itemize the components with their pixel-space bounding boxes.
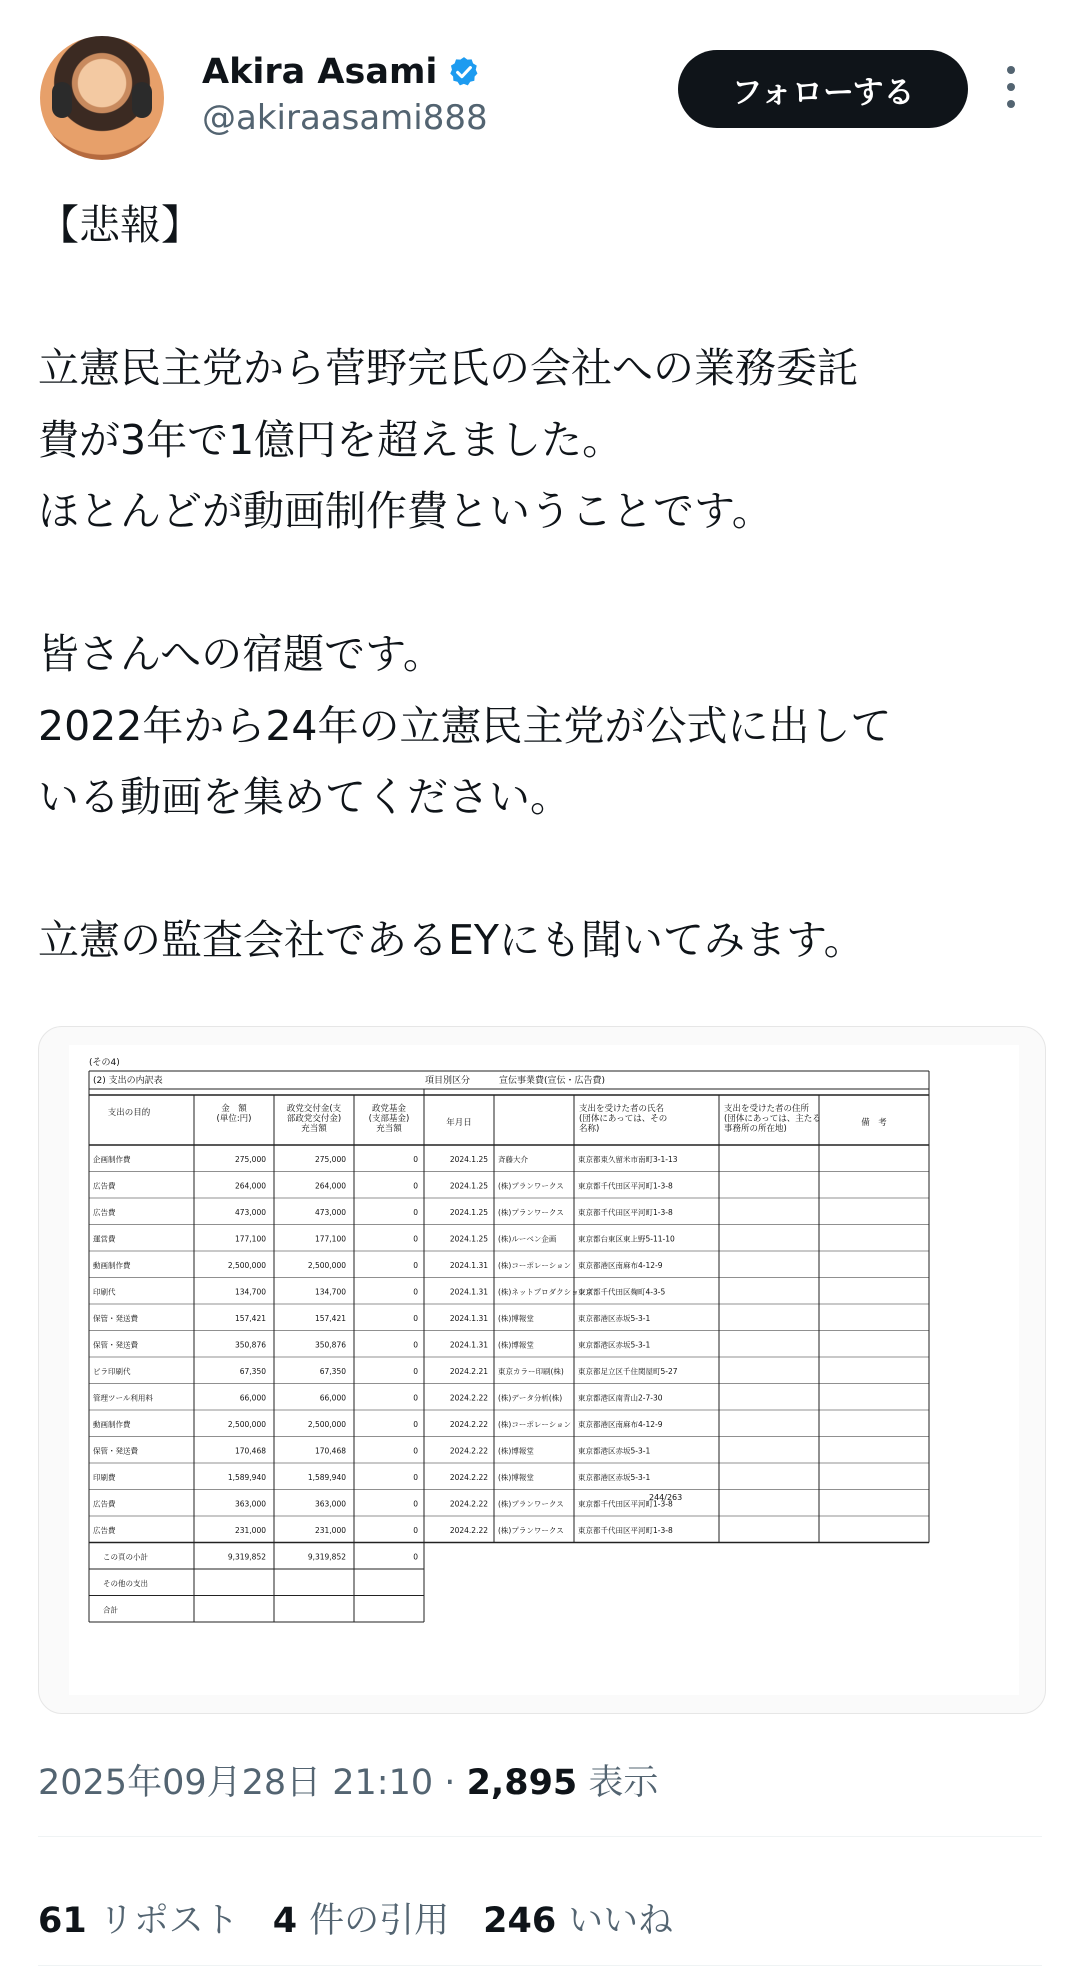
row-payee-name: (株)ネットプロダクションズ: [498, 1287, 594, 1297]
tweet-text: 【悲報】 立憲民主党から菅野完氏の会社への業務委託 費が3年で1億円を超えました。 ほとんどが動画制作費ということです。 皆さんへの宿題です。 2022年から24年の立憲民主党が公式に出して いる動画を集めてください。 立憲の監査会社であるEYにも聞いてみます。: [38, 201, 892, 964]
row-date: 2024.1.25: [449, 1208, 488, 1217]
header-fund: (支部基金): [368, 1114, 410, 1124]
header-note: 備 考: [861, 1118, 887, 1128]
row-payee-name: 斉藤大介: [498, 1155, 528, 1164]
follow-button[interactable]: フォローする: [678, 50, 968, 128]
row-payee-address: 東京都千代田区平河町1-3-8: [578, 1181, 673, 1191]
row-date: 2024.2.22: [449, 1393, 488, 1403]
row-amount: 66,000: [239, 1393, 266, 1403]
header-payee-name: (団体にあっては、その: [579, 1114, 668, 1124]
row-purpose: 運営費: [93, 1234, 116, 1244]
row-purpose: 広告費: [93, 1526, 116, 1535]
row-payee-address: 東京都港区赤坂5-3-1: [578, 1314, 651, 1323]
row-date: 2024.2.22: [449, 1499, 488, 1509]
row-payee-address: 東京都港区南青山2-7-30: [578, 1393, 663, 1403]
row-fund: 0: [413, 1526, 418, 1535]
row-fund: 0: [413, 1234, 418, 1244]
row-subsidy: 1,589,940: [307, 1473, 346, 1482]
row-purpose: 保管・発送費: [93, 1340, 138, 1350]
row-fund: 0: [413, 1499, 418, 1509]
row-payee-name: (株)コーポレーション: [498, 1420, 572, 1429]
row-amount: 350,876: [234, 1340, 266, 1350]
header-payee-address: (団体にあっては、主たる: [724, 1114, 821, 1124]
row-purpose: 広告費: [93, 1208, 116, 1217]
total-label: 合計: [103, 1605, 118, 1615]
header-subsidy: 部政党交付金): [286, 1114, 342, 1124]
headphone-right-shape: [132, 82, 152, 118]
row-payee-address: 東京都港区南麻布4-12-9: [578, 1261, 663, 1270]
row-amount: 2,500,000: [227, 1261, 266, 1270]
row-subsidy: 363,000: [314, 1499, 346, 1509]
row-purpose: 管理ツール利用料: [93, 1393, 153, 1403]
header-fund: 充当額: [376, 1124, 402, 1134]
header-payee-name: 名称): [579, 1124, 600, 1134]
row-fund: 0: [413, 1287, 418, 1297]
row-payee-address: 東京都千代田区麹町4-3-5: [578, 1287, 666, 1297]
meta-separator: ·: [444, 1763, 456, 1803]
header-payee-address: 事務所の所在地): [724, 1124, 787, 1134]
row-date: 2024.2.22: [449, 1526, 488, 1535]
row-payee-name: (株)博報堂: [498, 1473, 534, 1482]
row-subsidy: 275,000: [314, 1155, 346, 1164]
row-payee-name: (株)博報堂: [498, 1446, 534, 1456]
avatar[interactable]: [40, 36, 164, 160]
row-fund: 0: [413, 1340, 418, 1350]
row-subsidy: 66,000: [319, 1393, 346, 1403]
other-label: その他の支出: [103, 1579, 148, 1588]
row-payee-name: (株)データ分析(株): [498, 1393, 563, 1403]
header-amount: (単位:円): [216, 1114, 252, 1124]
row-date: 2024.2.22: [449, 1446, 488, 1456]
row-payee-address: 東京都足立区千住関屋町5-27: [578, 1367, 678, 1376]
header-subsidy: 政党交付金(支: [286, 1104, 342, 1114]
header-subsidy: 充当額: [301, 1124, 327, 1134]
author-display-name[interactable]: Akira Asami: [202, 52, 438, 92]
row-fund: 0: [413, 1314, 418, 1323]
header-amount: 金 額: [221, 1104, 247, 1114]
row-payee-address: 東京都港区赤坂5-3-1: [578, 1473, 651, 1482]
header-purpose: 支出の目的: [107, 1108, 151, 1118]
row-subsidy: 170,468: [314, 1446, 346, 1456]
row-payee-name: (株)プランワークス: [498, 1499, 564, 1509]
tweet-meta: [38, 1755, 658, 1805]
row-payee-name: (株)博報堂: [498, 1314, 534, 1323]
row-date: 2024.1.31: [449, 1340, 488, 1350]
row-date: 2024.1.31: [449, 1287, 488, 1297]
subtotal-amount: 9,319,852: [227, 1552, 266, 1562]
views-label: 表示: [588, 1763, 659, 1803]
subtotal-subsidy: 9,319,852: [307, 1552, 346, 1562]
header-date: 年月日: [446, 1118, 472, 1128]
row-payee-address: 東京都千代田区平河町1-3-8: [578, 1499, 673, 1509]
divider: [38, 1836, 1042, 1837]
row-payee-name: (株)プランワークス: [498, 1208, 564, 1217]
row-payee-address: 東京都東久留米市南町3-1-13: [578, 1155, 678, 1164]
row-date: 2024.1.25: [449, 1155, 488, 1164]
row-fund: 0: [413, 1155, 418, 1164]
author-handle[interactable]: @akiraasami888: [202, 98, 488, 138]
row-amount: 177,100: [234, 1234, 266, 1244]
stat-quotes[interactable]: 4 件の引用: [272, 1901, 450, 1941]
row-date: 2024.2.22: [449, 1420, 488, 1429]
row-purpose: ビラ印刷代: [93, 1367, 131, 1376]
doc-page-number: 244/263: [649, 1493, 683, 1502]
row-amount: 275,000: [234, 1155, 266, 1164]
row-payee-address: 東京都港区赤坂5-3-1: [578, 1446, 651, 1456]
row-subsidy: 350,876: [314, 1340, 346, 1350]
engagement-stats: [38, 1893, 673, 1943]
header-fund: 政党基金: [371, 1104, 407, 1114]
timestamp[interactable]: 2025年09月28日 21:10: [38, 1763, 434, 1803]
more-vertical-icon[interactable]: [1004, 66, 1018, 114]
row-purpose: 広告費: [93, 1499, 116, 1509]
attached-document-image[interactable]: [38, 1026, 1046, 1714]
row-amount: 134,700: [234, 1287, 266, 1297]
row-subsidy: 231,000: [314, 1526, 346, 1535]
row-amount: 231,000: [234, 1526, 266, 1535]
row-purpose: 印刷費: [93, 1473, 116, 1482]
doc-corner-label: (その4): [89, 1058, 120, 1068]
row-subsidy: 177,100: [314, 1234, 346, 1244]
row-amount: 264,000: [234, 1181, 266, 1191]
header-payee-address: 支出を受けた者の住所: [724, 1104, 810, 1114]
row-payee-address: 東京都港区南麻布4-12-9: [578, 1420, 663, 1429]
row-payee-address: 東京都台東区東上野5-11-10: [578, 1234, 675, 1244]
row-purpose: 印刷代: [93, 1287, 116, 1297]
row-amount: 473,000: [234, 1208, 266, 1217]
row-amount: 157,421: [234, 1314, 266, 1323]
row-fund: 0: [413, 1367, 418, 1376]
row-date: 2024.1.31: [449, 1314, 488, 1323]
row-subsidy: 157,421: [314, 1314, 346, 1323]
row-fund: 0: [413, 1446, 418, 1456]
row-payee-address: 東京都港区赤坂5-3-1: [578, 1340, 651, 1350]
row-fund: 0: [413, 1420, 418, 1429]
row-fund: 0: [413, 1181, 418, 1191]
headphone-left-shape: [52, 82, 72, 118]
row-fund: 0: [413, 1473, 418, 1482]
subtotal-fund: 0: [413, 1552, 418, 1562]
row-subsidy: 134,700: [314, 1287, 346, 1297]
views-count: 2,895: [466, 1763, 578, 1803]
row-payee-name: 東京カラー印刷(株): [498, 1367, 564, 1376]
row-fund: 0: [413, 1261, 418, 1270]
row-purpose: 保管・発送費: [93, 1446, 138, 1456]
doc-category-value: 宣伝事業費(宣伝・広告費): [499, 1076, 606, 1086]
row-date: 2024.1.31: [449, 1261, 488, 1270]
row-payee-address: 東京都千代田区平河町1-3-8: [578, 1526, 673, 1535]
subtotal-label: この頁の小計: [103, 1552, 148, 1562]
row-purpose: 動画制作費: [93, 1261, 131, 1270]
row-purpose: 企画制作費: [93, 1155, 131, 1164]
row-amount: 2,500,000: [227, 1420, 266, 1429]
row-amount: 67,350: [239, 1367, 266, 1376]
row-subsidy: 264,000: [314, 1181, 346, 1191]
row-payee-name: (株)ルーベン企画: [498, 1234, 557, 1244]
row-date: 2024.1.25: [449, 1234, 488, 1244]
row-subsidy: 473,000: [314, 1208, 346, 1217]
row-fund: 0: [413, 1208, 418, 1217]
row-fund: 0: [413, 1393, 418, 1403]
row-purpose: 保管・発送費: [93, 1314, 138, 1323]
header-payee-name: 支出を受けた者の氏名: [579, 1104, 665, 1114]
row-payee-address: 東京都千代田区平河町1-3-8: [578, 1208, 673, 1217]
row-purpose: 広告費: [93, 1181, 116, 1191]
expense-table: [69, 1045, 1019, 1695]
author-name-row[interactable]: [202, 52, 481, 92]
stat-likes[interactable]: 246 いいね: [483, 1901, 674, 1941]
row-subsidy: 67,350: [319, 1367, 346, 1376]
row-payee-name: (株)プランワークス: [498, 1526, 564, 1535]
row-date: 2024.2.22: [449, 1473, 488, 1482]
row-amount: 170,468: [234, 1446, 266, 1456]
document-paper: [69, 1045, 1019, 1695]
doc-category-label: 項目別区分: [425, 1076, 471, 1086]
doc-section-label: (2) 支出の内訳表: [93, 1076, 163, 1086]
stat-reposts[interactable]: 61 リポスト: [38, 1901, 239, 1941]
row-subsidy: 2,500,000: [307, 1420, 346, 1429]
row-subsidy: 2,500,000: [307, 1261, 346, 1270]
row-payee-name: (株)プランワークス: [498, 1181, 564, 1191]
divider: [38, 1965, 1042, 1966]
row-payee-name: (株)博報堂: [498, 1340, 534, 1350]
verified-badge-icon: [447, 55, 481, 89]
row-purpose: 動画制作費: [93, 1420, 131, 1429]
row-payee-name: (株)コーポレーション: [498, 1261, 572, 1270]
row-amount: 1,589,940: [227, 1473, 266, 1482]
row-date: 2024.2.21: [449, 1367, 488, 1376]
row-date: 2024.1.25: [449, 1181, 488, 1191]
row-amount: 363,000: [234, 1499, 266, 1509]
